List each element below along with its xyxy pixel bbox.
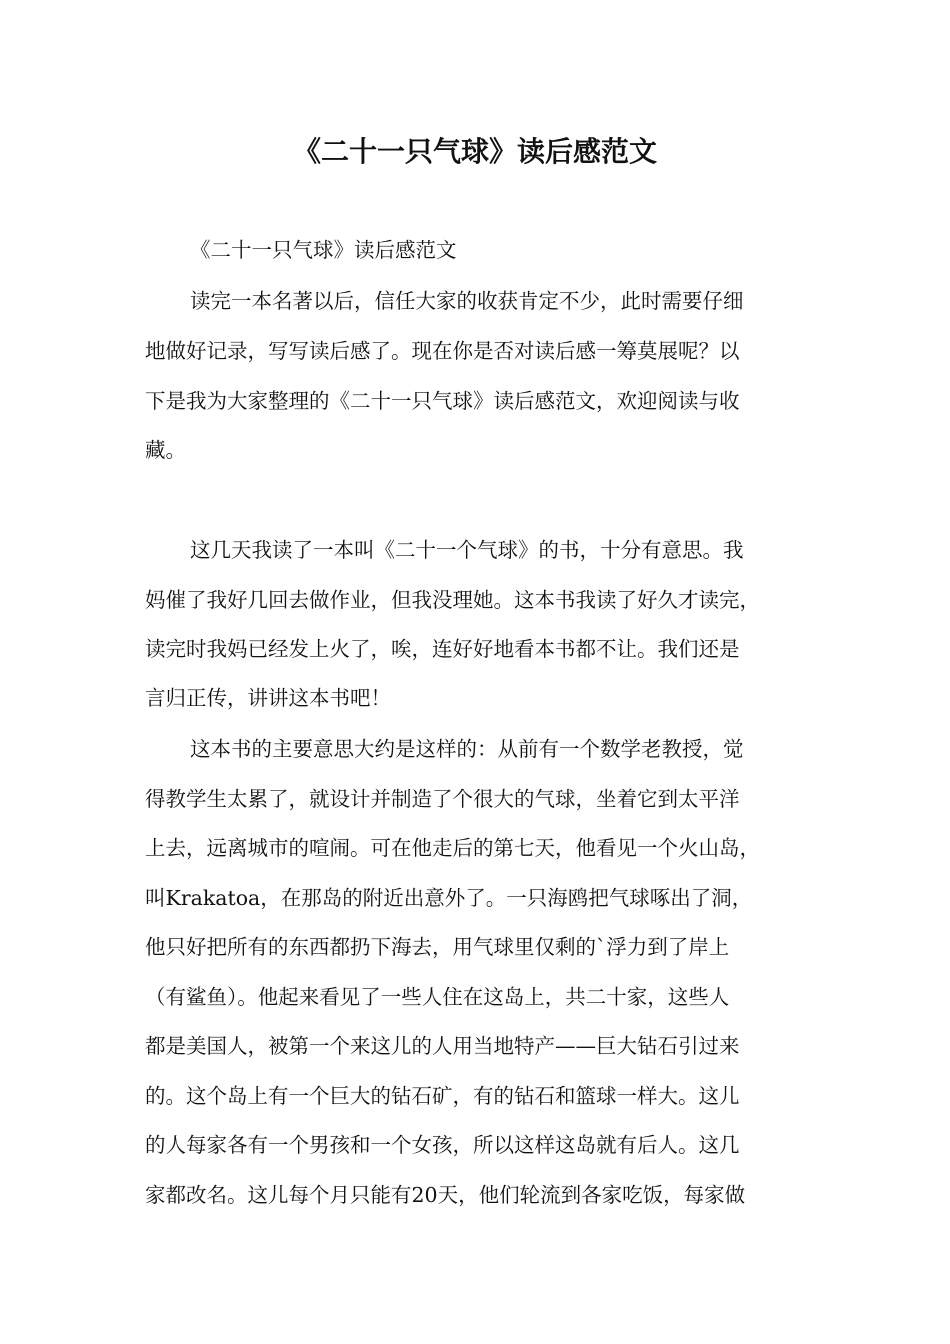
paragraph-line: 下是我为大家整理的《二十一只气球》读后感范文，欢迎阅读与收: [145, 389, 740, 413]
paragraph-line: 妈催了我好几回去做作业，但我没理她。这本书我读了好久才读完，: [145, 588, 760, 612]
paragraph-line: 藏。: [145, 438, 186, 462]
paragraph-line: 的。这个岛上有一个巨大的钻石矿，有的钻石和篮球一样大。这儿: [145, 1084, 740, 1108]
paragraph-line: 这本书的主要意思大约是这样的：从前有一个数学老教授，觉: [190, 737, 744, 761]
paragraph-line: 得教学生太累了，就设计并制造了个很大的气球，坐着它到太平洋: [145, 787, 740, 811]
paragraph-line: 他只好把所有的东西都扔下海去，用气球里仅剩的`浮力到了岸上: [145, 935, 730, 959]
paragraph-line: 上去，远离城市的喧闹。可在他走后的第七天，他看见一个火山岛，: [145, 836, 760, 860]
paragraph-line: 读完一本名著以后，信任大家的收获肯定不少，此时需要仔细: [190, 289, 744, 313]
paragraph-line: （有鲨鱼）。他起来看见了一些人住在这岛上，共二十家，这些人: [145, 985, 730, 1009]
document-title: 《二十一只气球》读后感范文: [292, 135, 657, 168]
paragraph-line: 的人每家各有一个男孩和一个女孩，所以这样这岛就有后人。这几: [145, 1133, 740, 1157]
paragraph-line: 读完时我妈已经发上火了，唉，连好好地看本书都不让。我们还是: [145, 637, 740, 661]
paragraph-line: 都是美国人，被第一个来这儿的人用当地特产——巨大钻石引过来: [145, 1034, 740, 1058]
paragraph-line: 家都改名。这儿每个月只能有20天，他们轮流到各家吃饭，每家做: [145, 1183, 746, 1207]
paragraph-line: 这几天我读了一本叫《二十一个气球》的书，十分有意思。我: [190, 538, 744, 562]
document-subtitle: 《二十一只气球》读后感范文: [190, 238, 457, 262]
paragraph-line: 地做好记录，写写读后感了。现在你是否对读后感一筹莫展呢？以: [145, 339, 740, 363]
paragraph-line: 言归正传，讲讲这本书吧！: [145, 686, 391, 710]
paragraph-line: 叫Krakatoa，在那岛的附近出意外了。一只海鸥把气球啄出了洞，: [145, 886, 753, 910]
